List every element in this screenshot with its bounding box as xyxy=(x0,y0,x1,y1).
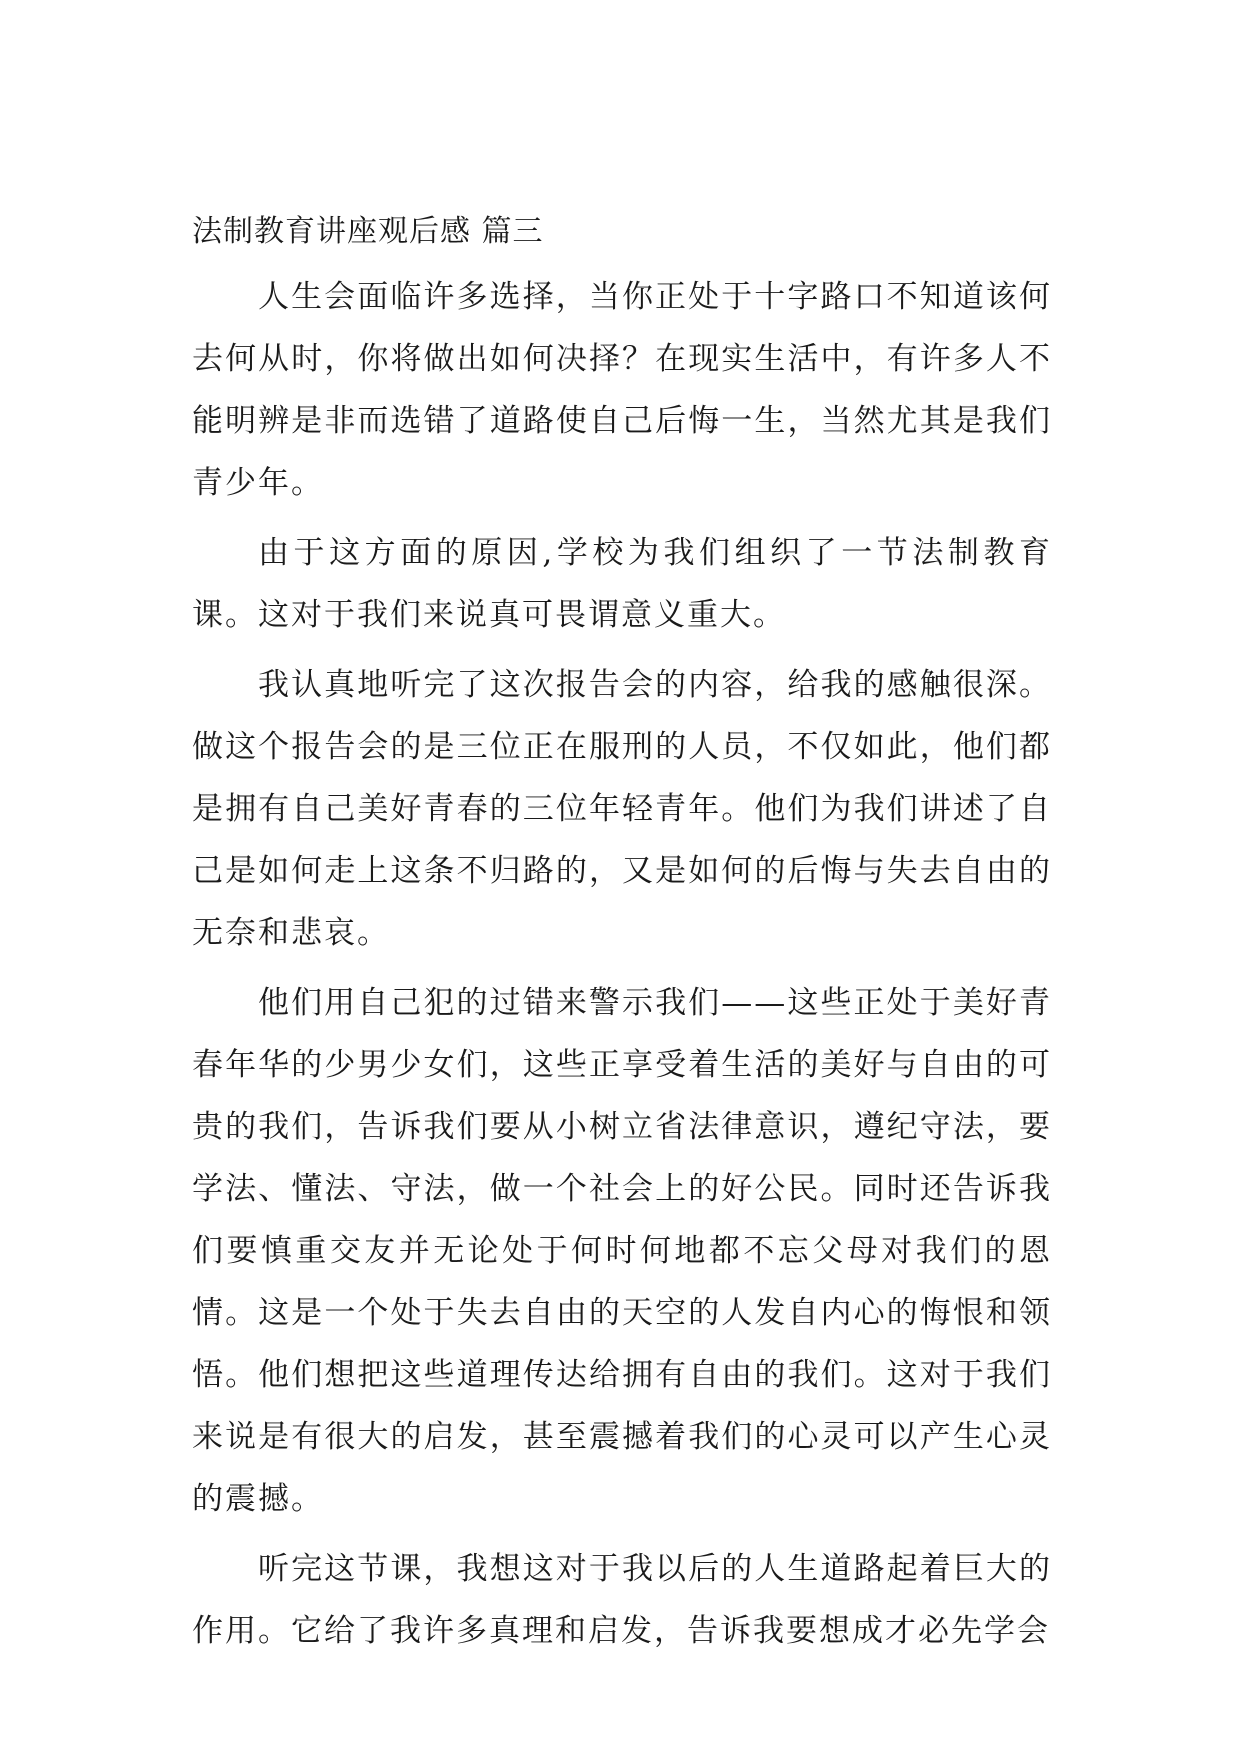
document-title: 法制教育讲座观后感 篇三 xyxy=(192,214,544,249)
paragraph-3: 我认真地听完了这次报告会的内容，给我的感触很深。做这个报告会的是三位正在服刑的人员，不仅如此，他们都是拥有自己美好青春的三位年轻青年。他们为我们讲述了自己是如何走上这条不归路的，又是如何的后悔与失去自由的无奈和悲哀。 xyxy=(192,667,1052,951)
paragraph-1: 人生会面临许多选择，当你正处于十字路口不知道该何去何从时，你将做出如何决择？在现实生活中，有许多人不能明辨是非而选错了道路使自己后悔一生，当然尤其是我们青少年。 xyxy=(192,279,1052,501)
paragraph-4: 他们用自己犯的过错来警示我们——这些正处于美好青春年华的少男少女们，这些正享受着生活的美好与自由的可贵的我们，告诉我们要从小树立省法律意识，遵纪守法，要学法、懂法、守法，做一个社会上的好公民。同时还告诉我们要慎重交友并无论处于何时何地都不忘父母对我们的恩情。这是一个处于失去自由的天空的人发自内心的悔恨和领悟。他们想把这些道理传达给拥有自由的我们。这对于我们来说是有很大的启发，甚至震撼着我们的心灵可以产生心灵的震撼。 xyxy=(192,985,1052,1517)
paragraph-5: 听完这节课，我想这对于我以后的人生道路起着巨大的作用。它给了我许多真理和启发，告诉我要想成才必先学会 xyxy=(192,1551,1052,1649)
paragraph-2: 由于这方面的原因,学校为我们组织了一节法制教育课。这对于我们来说真可畏谓意义重大。 xyxy=(192,535,1052,633)
document-body xyxy=(192,212,1052,1670)
